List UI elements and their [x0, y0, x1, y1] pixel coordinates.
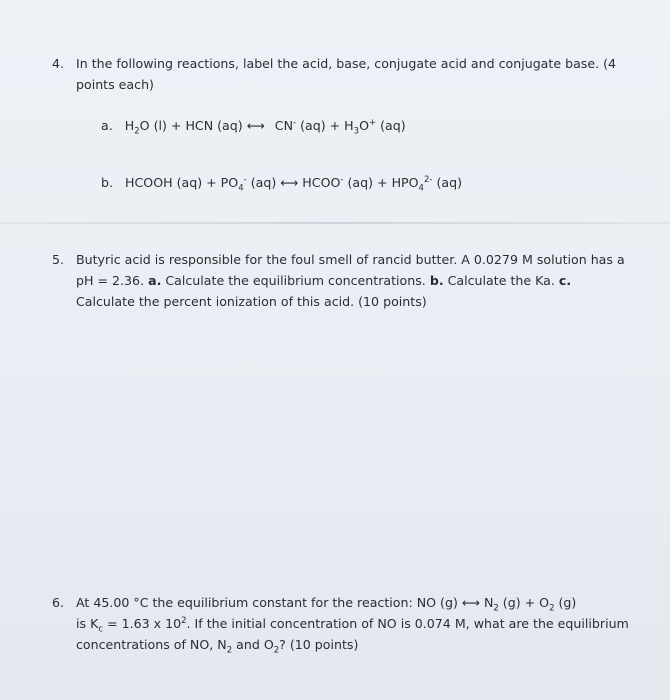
equilibrium-arrow-icon: ⟷ — [461, 595, 480, 610]
question-4b-label: b. — [101, 175, 113, 190]
question-4a-reaction: $H_2O$ (l) + HCN (aq) ⟷ CN- $(aq) + H_3O^+$ (aq) — [124, 117, 406, 137]
question-4 — [52, 53, 616, 95]
question-6-number: 6. — [52, 595, 65, 610]
question-4a — [101, 115, 406, 136]
question-4-text-line1: In the following reactions, label the acid, base, conjugate acid and conjugate base. (4 — [76, 56, 617, 71]
question-4-text-line2: points each) — [76, 77, 154, 92]
question-6-text-line3: concentrations of NO, $N_2$ and $O_2$? (10 points) — [76, 637, 359, 656]
question-5-text-line3: Calculate the percent ionization of this acid. (10 points) — [76, 294, 427, 309]
question-6-text-line2: is $K_c = 1.63$ x $10^2$. If the initial concentration of NO is 0.074 M, what are the equilibrium — [76, 615, 629, 635]
equilibrium-arrow-icon: ⟷ — [246, 118, 265, 133]
question-5 — [52, 249, 625, 312]
question-5-text-line2: pH = 2.36. a. Calculate the equilibrium concentrations. b. Calculate the Ka. c. — [76, 273, 572, 288]
question-4a-label: a. — [101, 118, 113, 133]
question-6 — [52, 592, 629, 655]
question-4b — [101, 172, 462, 193]
question-4-number: 4. — [52, 56, 65, 71]
question-5-number: 5. — [52, 252, 65, 267]
question-5-text-line1: Butyric acid is responsible for the foul smell of rancid butter. A 0.0279 M solution has a — [76, 252, 625, 267]
equilibrium-arrow-icon: ⟷ — [280, 175, 299, 190]
question-6-text-line1: At 45.00 °C the equilibrium constant for the reaction: NO (g) ⟷ $N_2$ $(g) + O_2$ (g) — [76, 595, 577, 614]
question-4b-reaction: HCOOH $(aq) + PO_4^-$ (aq) ⟷ HCOO- $(aq) + HPO_4^{2-}$ (aq) — [125, 174, 462, 194]
